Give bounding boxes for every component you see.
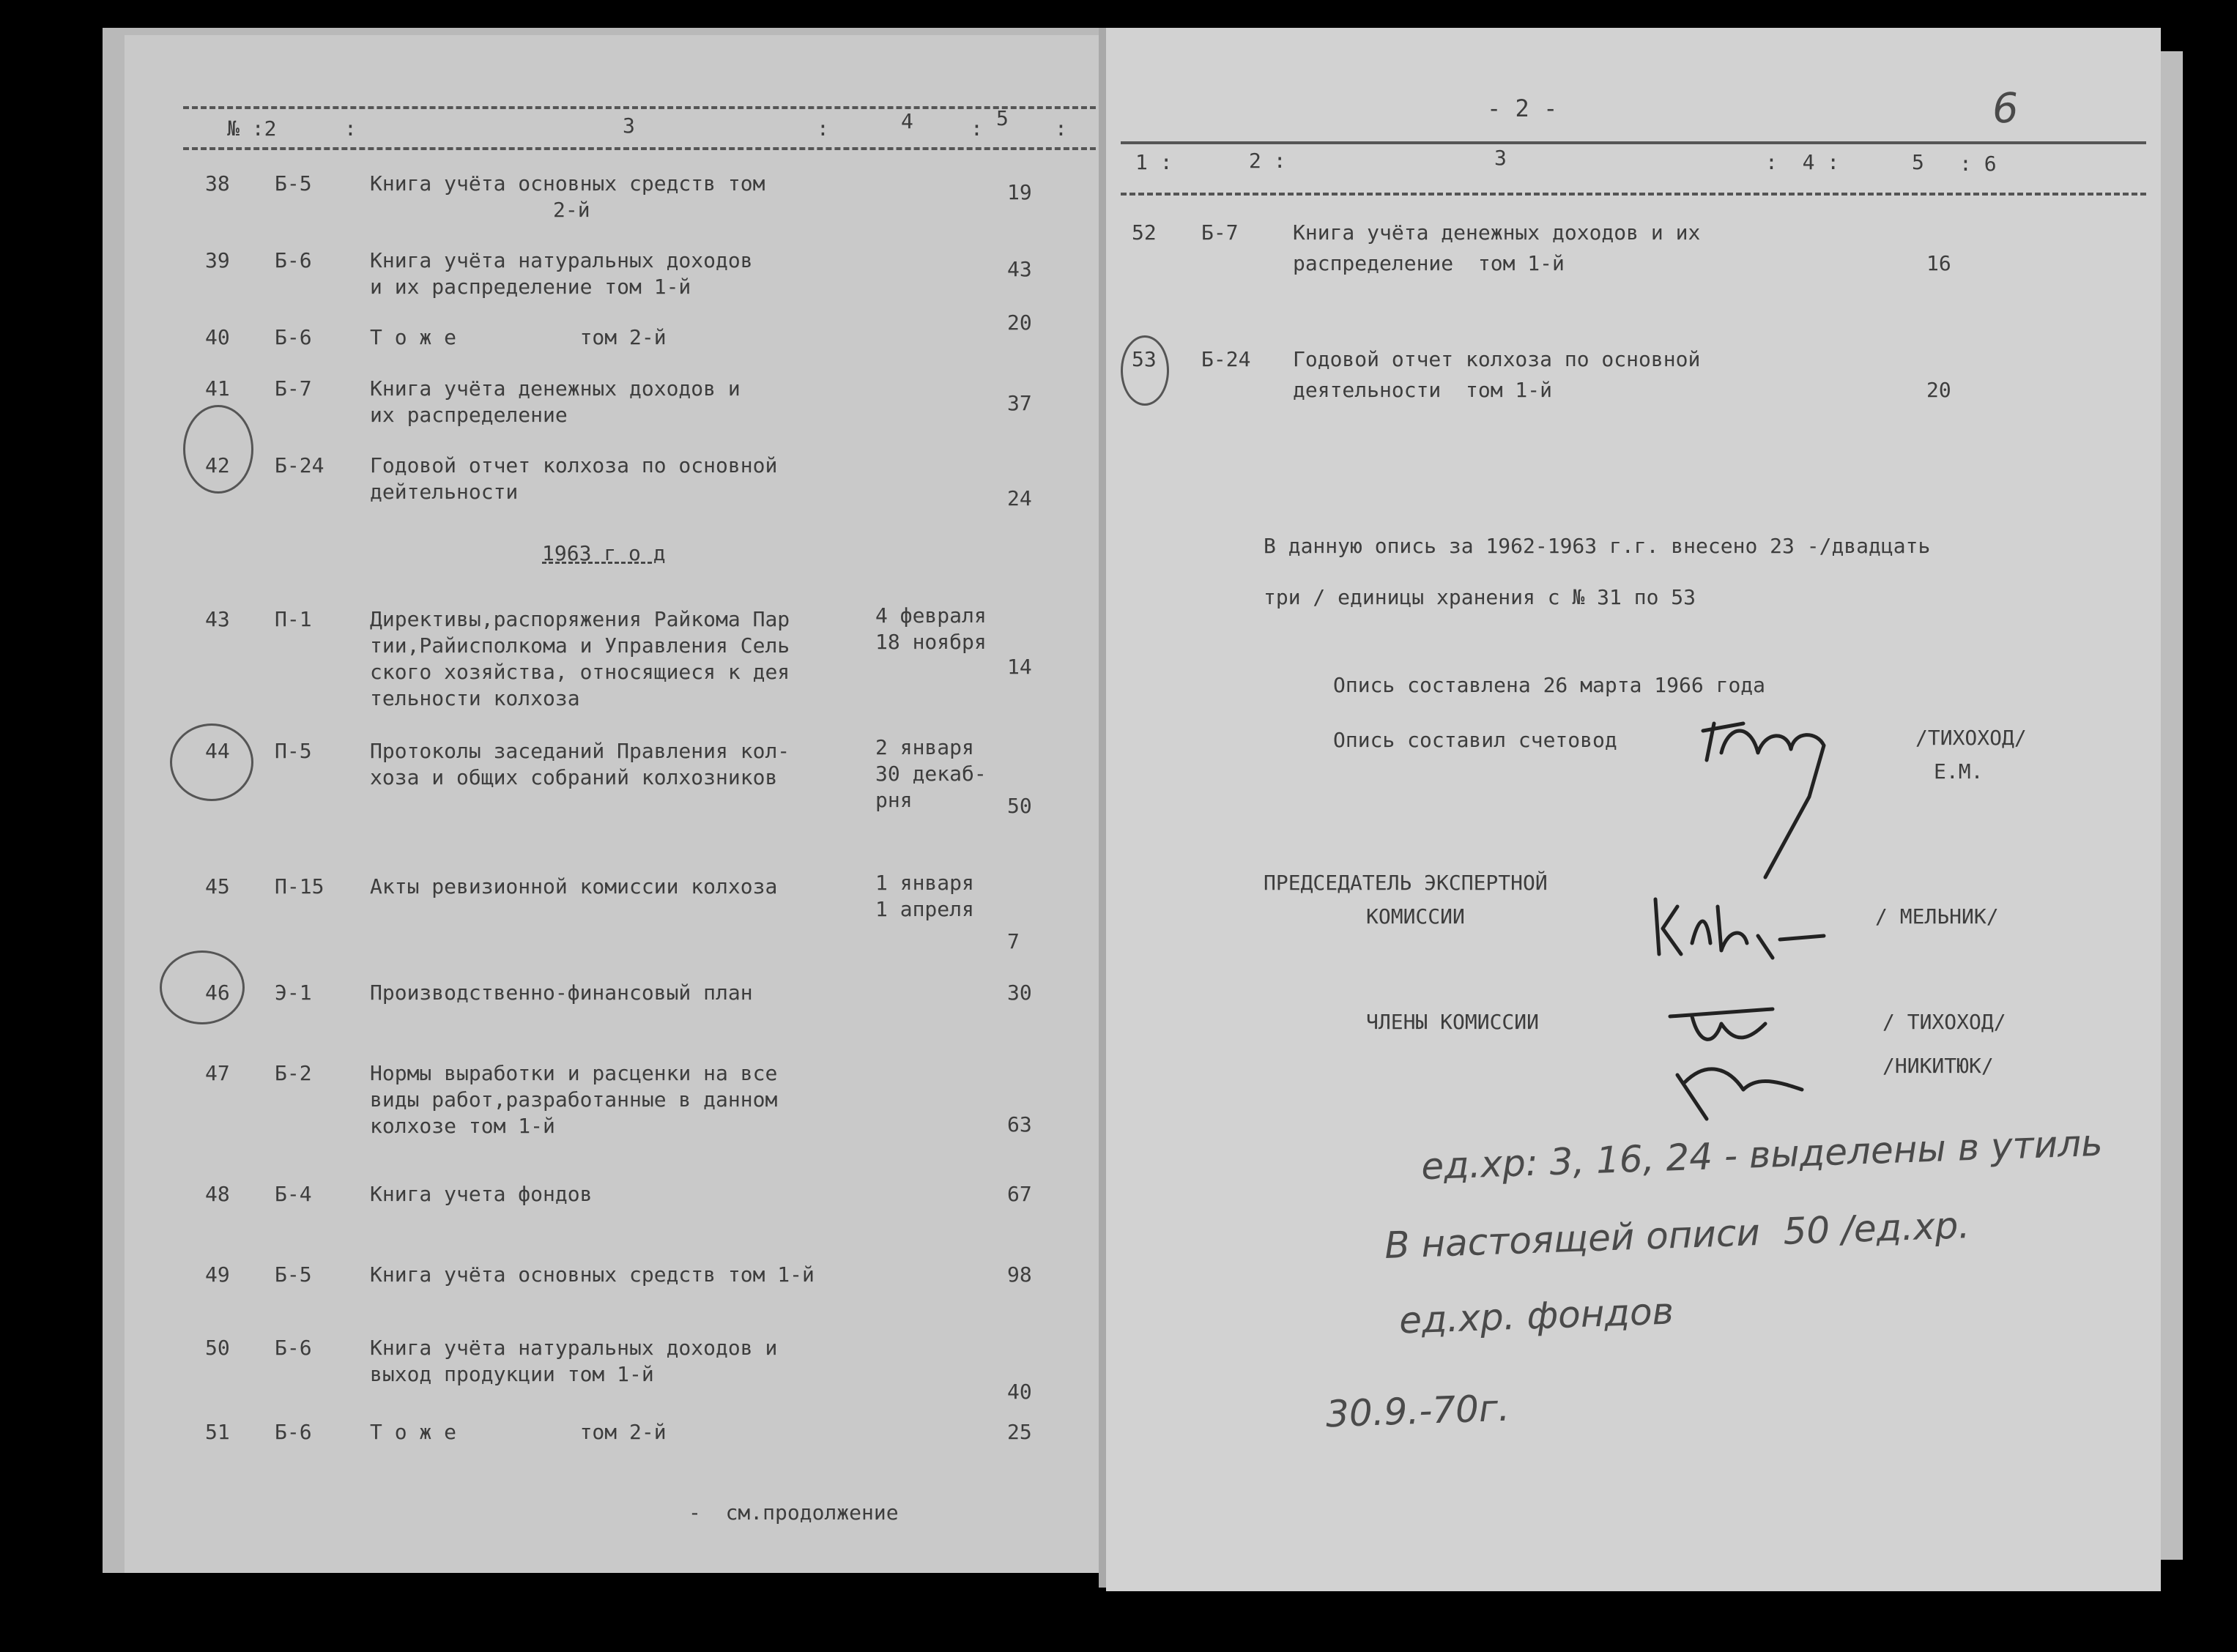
row-number: 39 xyxy=(205,248,230,272)
right-header-col1: 1 : xyxy=(1135,150,1173,174)
row-number: 49 xyxy=(205,1262,230,1287)
row-code: П-15 xyxy=(275,874,324,898)
circle-mark xyxy=(170,723,253,801)
row-title: Директивы,распоряжения Райкома Пар xyxy=(370,607,790,631)
row-code: Б-2 xyxy=(275,1061,312,1085)
circle-mark xyxy=(160,950,245,1024)
row-title: Книга учёта денежных доходов и их xyxy=(1293,220,1701,245)
row-title: виды работ,разработанные в данном xyxy=(370,1087,778,1112)
row-title: распределение том 1-й xyxy=(1293,251,1565,275)
compiler-initials: Е.М. xyxy=(1934,759,1984,784)
row-count: 98 xyxy=(1007,1262,1032,1287)
left-header-col1: № :2 xyxy=(227,116,277,141)
row-title: Нормы выработки и расценки на все xyxy=(370,1061,778,1085)
row-code: П-5 xyxy=(275,739,312,763)
row-title: Т о ж е том 2-й xyxy=(370,1420,667,1444)
left-header-sep: : xyxy=(971,116,983,141)
circle-mark xyxy=(183,405,253,494)
chairman-label: ПРЕДСЕДАТЕЛЬ ЭКСПЕРТНОЙ xyxy=(1264,871,1548,895)
row-title: хоза и общих собраний колхозников xyxy=(370,765,778,789)
row-title: Книга учёта денежных доходов и xyxy=(370,376,741,401)
row-title: Книга учёта основных средств том 1-й xyxy=(370,1262,815,1287)
row-number: 48 xyxy=(205,1182,230,1206)
row-code: Б-7 xyxy=(1201,220,1239,245)
right-header-col2: 2 : xyxy=(1249,149,1286,173)
row-title: деятельности том 1-й xyxy=(1293,378,1553,402)
row-number: 41 xyxy=(205,376,230,401)
row-count: 43 xyxy=(1007,257,1032,281)
handwritten-note-3: ед.хр. фондов xyxy=(1398,1290,1674,1342)
row-code: Б-4 xyxy=(275,1182,312,1206)
row-title: тии,Райисполкома и Управления Сель xyxy=(370,633,790,658)
row-number: 45 xyxy=(205,874,230,898)
left-header-sep: : xyxy=(1055,116,1067,141)
row-number: 40 xyxy=(205,325,230,349)
row-title: колхозе том 1-й xyxy=(370,1114,555,1138)
row-title: Годовой отчет колхоза по основной xyxy=(1293,347,1701,371)
chairman-label-2: КОМИССИИ xyxy=(1366,904,1465,929)
circle-mark xyxy=(1121,335,1169,406)
right-header-col4: : 4 : xyxy=(1765,150,1840,174)
left-header-sep: : xyxy=(817,116,829,141)
sheet-number: 6 xyxy=(1991,84,2019,133)
right-header-col6: : 6 xyxy=(1959,152,1997,176)
row-title: Производственно-финансовый план xyxy=(370,981,753,1005)
row-date: 4 февраля xyxy=(875,603,987,628)
page-number: - 2 - xyxy=(1487,94,1558,122)
compiled-by: Опись составил счетовод xyxy=(1333,728,1617,752)
left-header-sep: : xyxy=(344,116,357,141)
row-count: 40 xyxy=(1007,1380,1032,1404)
year-heading: 1963 г о д xyxy=(542,541,666,565)
header-rule-top xyxy=(183,106,1113,109)
row-count: 37 xyxy=(1007,391,1032,415)
chairman-name: / МЕЛЬНИК/ xyxy=(1875,904,1999,929)
members-signatures xyxy=(1663,1002,1831,1126)
row-count: 20 xyxy=(1926,378,1951,402)
row-number: 53 xyxy=(1132,347,1157,371)
row-count: 19 xyxy=(1007,180,1032,204)
row-count: 7 xyxy=(1007,929,1020,953)
summary-line-2: три / единицы хранения с № 31 по 53 xyxy=(1264,585,1696,609)
row-date: 2 января xyxy=(875,735,974,759)
row-code: Б-24 xyxy=(1201,347,1251,371)
row-title: Т о ж е том 2-й xyxy=(370,325,667,349)
chairman-signature xyxy=(1648,885,1839,972)
left-header-col4: 4 xyxy=(901,109,913,133)
row-code: Б-5 xyxy=(275,1262,312,1287)
row-title: выход продукции том 1-й xyxy=(370,1362,654,1386)
header-rule-bottom xyxy=(1121,193,2146,196)
row-code: Б-24 xyxy=(275,453,324,477)
compiled-date: Опись составлена 26 марта 1966 года xyxy=(1333,673,1766,697)
row-count: 14 xyxy=(1007,655,1032,679)
row-date: рня xyxy=(875,788,913,812)
row-title: их распределение xyxy=(370,403,568,427)
row-title: Книга учёта натуральных доходов и xyxy=(370,1336,778,1360)
row-number: 44 xyxy=(205,739,230,763)
right-page xyxy=(1106,28,2161,1591)
row-title: Книга учёта натуральных доходов xyxy=(370,248,753,272)
row-title: Книга учёта основных средств том xyxy=(370,171,765,196)
row-title: ского хозяйства, относящиеся к дея xyxy=(370,660,790,684)
row-title: Книга учета фондов xyxy=(370,1182,593,1206)
row-code: Э-1 xyxy=(275,981,312,1005)
row-title: Протоколы заседаний Правления кол- xyxy=(370,739,790,763)
member-name-1: / ТИХОХОД/ xyxy=(1882,1010,2006,1034)
row-title: Годовой отчет колхоза по основной xyxy=(370,453,778,477)
row-date: 1 января xyxy=(875,871,974,895)
row-date: 30 декаб- xyxy=(875,762,987,786)
row-count: 20 xyxy=(1007,310,1032,335)
row-number: 38 xyxy=(205,171,230,196)
left-header-col5: 5 xyxy=(996,106,1009,130)
compiler-signature xyxy=(1699,709,1846,885)
row-code: Б-6 xyxy=(275,1420,312,1444)
row-count: 67 xyxy=(1007,1182,1032,1206)
member-name-2: /НИКИТЮК/ xyxy=(1882,1054,1994,1078)
row-count: 63 xyxy=(1007,1112,1032,1136)
handwritten-date: 30.9.-70г. xyxy=(1325,1386,1510,1436)
row-title: и их распределение том 1-й xyxy=(370,275,691,299)
header-rule-bottom xyxy=(183,147,1113,150)
row-code: Б-6 xyxy=(275,1336,312,1360)
header-rule-top xyxy=(1121,141,2146,144)
row-count: 25 xyxy=(1007,1420,1032,1444)
row-number: 50 xyxy=(205,1336,230,1360)
row-number: 52 xyxy=(1132,220,1157,245)
row-code: Б-5 xyxy=(275,171,312,196)
row-count: 30 xyxy=(1007,981,1032,1005)
row-code: П-1 xyxy=(275,607,312,631)
row-number: 42 xyxy=(205,453,230,477)
right-header-col5: 5 xyxy=(1912,150,1924,174)
handwritten-note-1: ед.хр: 3, 16, 24 - выделены в утиль xyxy=(1420,1121,2104,1188)
row-title: Акты ревизионной комиссии колхоза xyxy=(370,874,778,898)
handwritten-note-2: В настоящей описи 50 /ед.хр. xyxy=(1384,1204,1971,1267)
row-date: 18 ноября xyxy=(875,630,987,654)
row-title: 2-й xyxy=(553,198,590,222)
row-date: 1 апреля xyxy=(875,897,974,921)
row-code: Б-7 xyxy=(275,376,312,401)
right-header-col3: 3 xyxy=(1494,146,1507,170)
row-count: 50 xyxy=(1007,794,1032,818)
row-number: 51 xyxy=(205,1420,230,1444)
row-number: 43 xyxy=(205,607,230,631)
continuation-note: - см.продолжение xyxy=(689,1500,899,1525)
row-code: Б-6 xyxy=(275,248,312,272)
row-number: 47 xyxy=(205,1061,230,1085)
row-count: 16 xyxy=(1926,251,1951,275)
compiler-name: /ТИХОХОД/ xyxy=(1915,726,2027,750)
members-label: ЧЛЕНЫ КОМИССИИ xyxy=(1366,1010,1540,1034)
summary-line-1: В данную опись за 1962-1963 г.г. внесено 23 -/двадцать xyxy=(1264,534,1931,558)
left-header-col3: 3 xyxy=(623,114,635,138)
row-count: 24 xyxy=(1007,486,1032,510)
row-title: дейтельности xyxy=(370,480,519,504)
row-number: 46 xyxy=(205,981,230,1005)
left-page xyxy=(125,35,1113,1573)
row-title: тельности колхоза xyxy=(370,686,580,710)
row-code: Б-6 xyxy=(275,325,312,349)
